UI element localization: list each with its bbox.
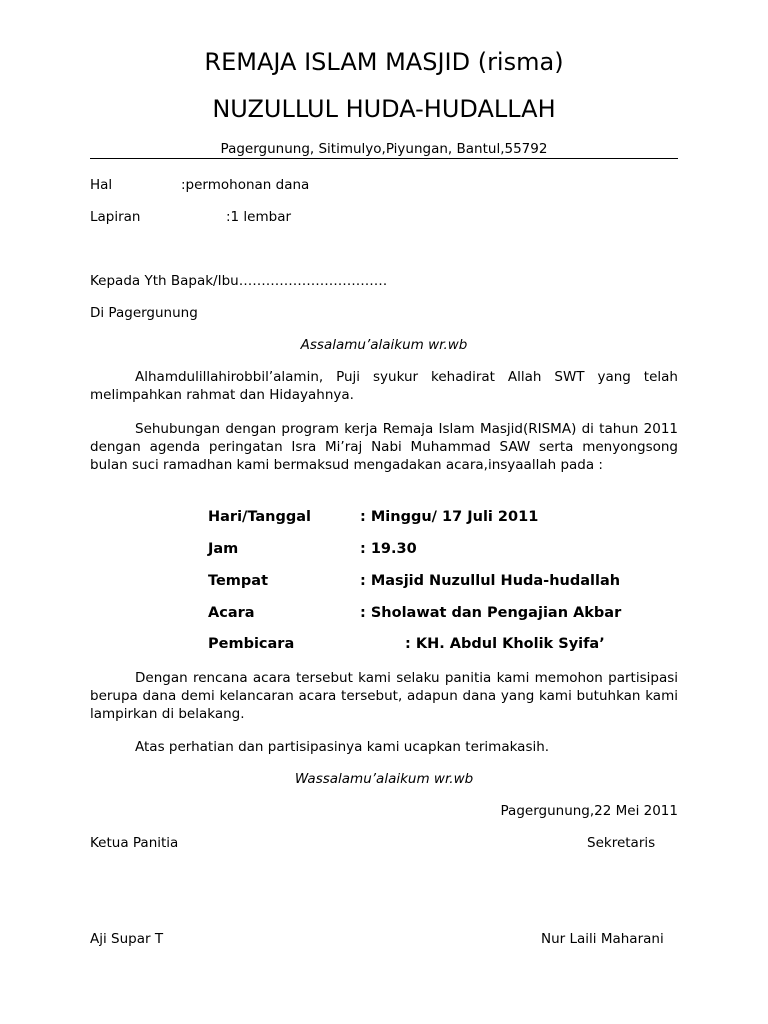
paragraph-request: Dengan rencana acara tersebut kami selaku panitia kami memohon partisipasi berupa dana demi kelancaran acara tersebut, adapun dana yang kami butuhkan kami lampirkan di belakang.: [90, 670, 678, 722]
event-label-place: Tempat: [208, 573, 269, 589]
recipient-line: Kepada Yth Bapak/Ibu……………………………: [90, 273, 388, 289]
event-label-date: Hari/Tanggal: [208, 509, 311, 525]
recipient-place: Di Pagergunung: [90, 305, 198, 321]
event-value-place: : Masjid Nuzullul Huda-hudallah: [360, 573, 621, 589]
event-label-speaker: Pembicara: [208, 636, 295, 652]
org-address: Pagergunung, Sitimulyo,Piyungan, Bantul,55792: [220, 141, 548, 157]
closing-greeting: Wassalamu’alaikum wr.wb: [294, 771, 474, 787]
signature-left-role: Ketua Panitia: [90, 835, 179, 851]
event-value-date: : Minggu/ 17 Juli 2011: [360, 509, 539, 525]
event-label-program: Acara: [208, 605, 255, 621]
event-value-program: : Sholawat dan Pengajian Akbar: [360, 605, 622, 621]
opening-greeting: Assalamu’alaikum wr.wb: [300, 337, 468, 353]
event-value-time: : 19.30: [360, 541, 417, 557]
event-value-speaker: : KH. Abdul Kholik Syifa’: [405, 636, 605, 652]
signature-left-name: Aji Supar T: [90, 931, 164, 947]
header-divider: [90, 158, 678, 159]
org-title: REMAJA ISLAM MASJID (risma): [204, 48, 564, 76]
event-label-time: Jam: [208, 541, 239, 557]
signature-right-name: Nur Laili Maharani: [541, 931, 664, 947]
letter-date: Pagergunung,22 Mei 2011: [500, 803, 678, 819]
lapiran-label: Lapiran: [90, 209, 141, 225]
hal-value: :permohonan dana: [181, 177, 310, 193]
paragraph-intro: Alhamdulillahirobbil’alamin, Puji syukur kehadirat Allah SWT yang telah melimpahkan rahmat dan Hidayahnya.: [90, 369, 678, 403]
signature-right-role: Sekretaris: [587, 835, 656, 851]
lapiran-value: :1 lembar: [226, 209, 292, 225]
hal-label: Hal: [90, 177, 113, 193]
paragraph-purpose: Sehubungan dengan program kerja Remaja Islam Masjid(RISMA) di tahun 2011 dengan agenda peringatan Isra Mi’raj Nabi Muhammad SAW serta menyongsong bulan suci ramadhan kami bermaksud mengadakan acara,insyaallah pada :: [90, 421, 678, 473]
org-subtitle: NUZULLUL HUDA-HUDALLAH: [212, 95, 556, 123]
paragraph-thanks: Atas perhatian dan partisipasinya kami ucapkan terimakasih.: [135, 739, 550, 755]
